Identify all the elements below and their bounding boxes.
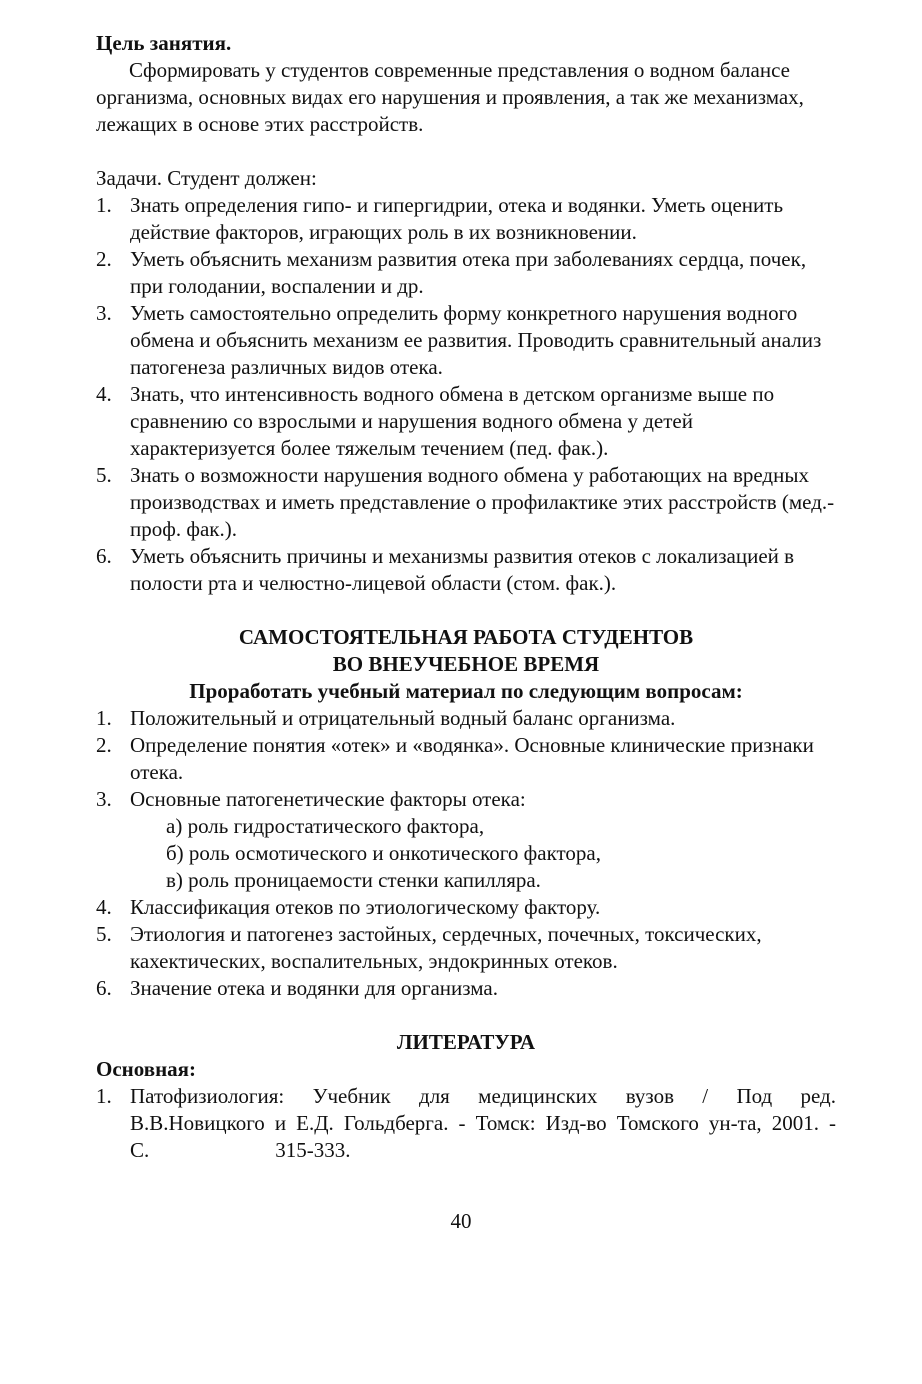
task-number: 4. bbox=[96, 382, 112, 406]
question-item bbox=[96, 705, 836, 732]
question-number: 1. bbox=[96, 706, 112, 730]
question-text: Этиология и патогенез застойных, сердечных, почечных, токсических, кахектических, воспалительных, эндокринных отеков. bbox=[130, 922, 762, 973]
question-text: Определение понятия «отек» и «водянка». Основные клинические признаки отека. bbox=[130, 733, 814, 784]
question-item bbox=[96, 975, 836, 1002]
self-work-title-line2: ВО ВНЕУЧЕБНОЕ ВРЕМЯ bbox=[332, 652, 600, 676]
question-number: 6. bbox=[96, 976, 112, 1000]
task-number: 5. bbox=[96, 463, 112, 487]
page-content bbox=[96, 30, 836, 1164]
literature-line2: В.В.Новицкого и Е.Д. Гольдберга. - Томск: Изд-во Томского ун-та, 2001. - bbox=[130, 1111, 836, 1135]
task-item bbox=[96, 381, 836, 462]
task-text: Уметь самостоятельно определить форму конкретного нарушения водного обмена и объяснить механизм ее развития. Проводить сравнительный анализ патогенеза различных видов отека. bbox=[130, 301, 822, 379]
literature-pages: 315-333. bbox=[275, 1138, 351, 1162]
question-text: Положительный и отрицательный водный баланс организма. bbox=[130, 706, 676, 730]
task-text: Знать о возможности нарушения водного обмена у работающих на вредных производствах и иметь представление о профилактике этих расстройств (мед.-проф. фак.). bbox=[130, 463, 835, 541]
literature-number: 1. bbox=[96, 1084, 112, 1108]
question-number: 4. bbox=[96, 895, 112, 919]
task-number: 3. bbox=[96, 301, 112, 325]
subitem: в) роль проницаемости стенки капилляра. bbox=[166, 868, 541, 892]
goal-heading: Цель занятия. bbox=[96, 31, 232, 55]
literature-c-label: С. bbox=[130, 1138, 150, 1162]
tasks-intro: Задачи. Студент должен: bbox=[96, 166, 317, 190]
task-number: 2. bbox=[96, 247, 112, 271]
literature-line1: Патофизиология: Учебник для медицинских вузов / Под ред. bbox=[130, 1084, 836, 1108]
task-text: Уметь объяснить причины и механизмы развития отеков с локализацией в полости рта и челюстно-лицевой области (стом. фак.). bbox=[130, 544, 795, 595]
task-item bbox=[96, 462, 836, 543]
question-number: 3. bbox=[96, 787, 112, 811]
task-number: 1. bbox=[96, 193, 112, 217]
task-item bbox=[96, 300, 836, 381]
goal-text: Сформировать у студентов современные представления о водном балансе организма, основных видах его нарушения и проявления, а так же механизмах, лежащих в основе этих расстройств. bbox=[96, 58, 804, 136]
question-item bbox=[96, 786, 836, 894]
task-item bbox=[96, 192, 836, 246]
question-number: 5. bbox=[96, 922, 112, 946]
literature-pages-line bbox=[130, 1137, 836, 1164]
question-subitems bbox=[130, 813, 836, 894]
question-text: Основные патогенетические факторы отека: bbox=[130, 787, 526, 811]
question-item bbox=[96, 921, 836, 975]
page-number: 40 bbox=[450, 1209, 472, 1233]
literature-title: ЛИТЕРАТУРА bbox=[396, 1030, 536, 1054]
subitem: а) роль гидростатического фактора, bbox=[166, 814, 485, 838]
tasks-list bbox=[96, 192, 836, 597]
task-text: Уметь объяснить механизм развития отека при заболеваниях сердца, почек, при голодании, воспалении и др. bbox=[130, 247, 807, 298]
question-item bbox=[96, 894, 836, 921]
question-number: 2. bbox=[96, 733, 112, 757]
literature-item bbox=[96, 1083, 836, 1164]
task-text: Знать определения гипо- и гипергидрии, отека и водянки. Уметь оценить действие факторов, играющих роль в их возникновении. bbox=[130, 193, 784, 244]
task-number: 6. bbox=[96, 544, 112, 568]
question-text: Значение отека и водянки для организма. bbox=[130, 976, 498, 1000]
literature-list bbox=[96, 1083, 836, 1164]
self-work-list bbox=[96, 705, 836, 1002]
task-item bbox=[96, 543, 836, 597]
subitem: б) роль осмотического и онкотического фактора, bbox=[166, 841, 601, 865]
question-text: Классификация отеков по этиологическому фактору. bbox=[130, 895, 601, 919]
self-work-title-line1: САМОСТОЯТЕЛЬНАЯ РАБОТА СТУДЕНТОВ bbox=[238, 625, 694, 649]
literature-main-heading: Основная: bbox=[96, 1057, 197, 1081]
self-work-subtitle: Проработать учебный материал по следующим вопросам: bbox=[189, 679, 743, 703]
task-item bbox=[96, 246, 836, 300]
task-text: Знать, что интенсивность водного обмена в детском организме выше по сравнению со взрослыми и нарушения водного обмена у детей характеризуется более тяжелым течением (пед. фак.). bbox=[130, 382, 775, 460]
question-item bbox=[96, 732, 836, 786]
